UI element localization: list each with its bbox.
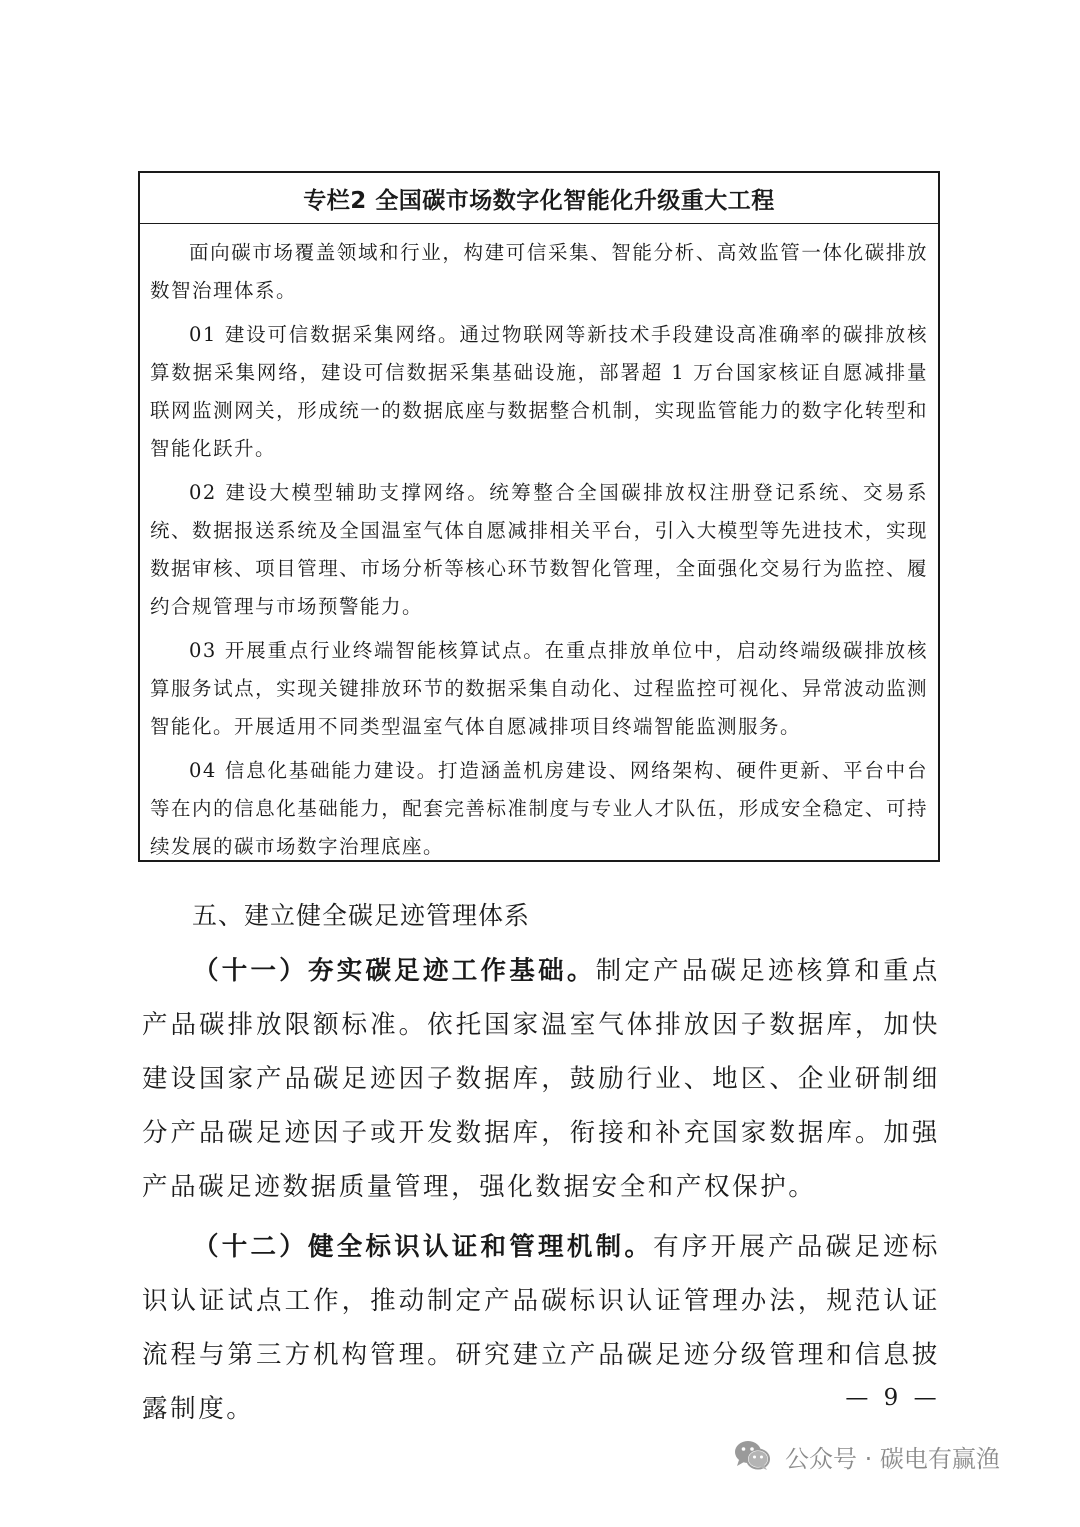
section-paragraph-11 bbox=[142, 944, 940, 1214]
main-text bbox=[142, 888, 940, 1442]
wechat-icon bbox=[733, 1439, 771, 1473]
box-paragraph-02: 02 建设大模型辅助支撑网络。统筹整合全国碳排放权注册登记系统、交易系统、数据报送系统及全国温室气体自愿减排相关平台，引入大模型等先进技术，实现数据审核、项目管理、市场分析等核心环节数智化管理，全面强化交易行为监控、履约合规管理与市场预警能力。 bbox=[150, 481, 928, 618]
feature-box bbox=[138, 171, 940, 862]
box-paragraph-intro: 面向碳市场覆盖领域和行业，构建可信采集、智能分析、高效监管一体化碳排放数智治理体系。 bbox=[150, 241, 928, 302]
paragraph-lead-11: （十一）夯实碳足迹工作基础。 bbox=[193, 956, 596, 986]
box-body bbox=[140, 224, 938, 866]
box-paragraph-01: 01 建设可信数据采集网络。通过物联网等新技术手段建设高准确率的碳排放核算数据采集网络，建设可信数据采集基础设施，部署超 1 万台国家核证自愿减排量联网监测网关，形成统一的数据底座与数据整合机制，实现监管能力的数字化转型和智能化跃升。 bbox=[150, 323, 928, 460]
section-paragraph-12 bbox=[142, 1220, 940, 1436]
box-paragraph-03: 03 开展重点行业终端智能核算试点。在重点排放单位中，启动终端级碳排放核算服务试点，实现关键排放环节的数据采集自动化、过程监控可视化、异常波动监测智能化。开展适用不同类型温室气体自愿减排项目终端智能监测服务。 bbox=[150, 639, 928, 738]
watermark-text: 公众号 · 碳电有赢渔 bbox=[785, 1444, 1000, 1473]
page-number: — 9 — bbox=[845, 1385, 941, 1411]
section-heading: 五、建立健全碳足迹管理体系 bbox=[192, 901, 531, 930]
paragraph-lead-12: （十二）健全标识认证和管理机制。 bbox=[193, 1232, 654, 1262]
paragraph-text-11: 制定产品碳足迹核算和重点产品碳排放限额标准。依托国家温室气体排放因子数据库，加快建设国家产品碳足迹因子数据库，鼓励行业、地区、企业研制细分产品碳足迹因子或开发数据库，衔接和补充国家数据库。加强产品碳足迹数据质量管理，强化数据安全和产权保护。 bbox=[142, 956, 941, 1202]
paragraph-text-12: 有序开展产品碳足迹标识认证试点工作，推动制定产品碳标识认证管理办法，规范认证流程与第三方机构管理。研究建立产品碳足迹分级管理和信息披露制度。 bbox=[142, 1232, 940, 1424]
watermark bbox=[733, 1428, 1000, 1484]
box-title: 专栏2 全国碳市场数字化智能化升级重大工程 bbox=[140, 173, 938, 224]
box-paragraph-04: 04 信息化基础能力建设。打造涵盖机房建设、网络架构、硬件更新、平台中台等在内的信息化基础能力，配套完善标准制度与专业人才队伍，形成安全稳定、可持续发展的碳市场数字治理底座。 bbox=[150, 759, 928, 858]
